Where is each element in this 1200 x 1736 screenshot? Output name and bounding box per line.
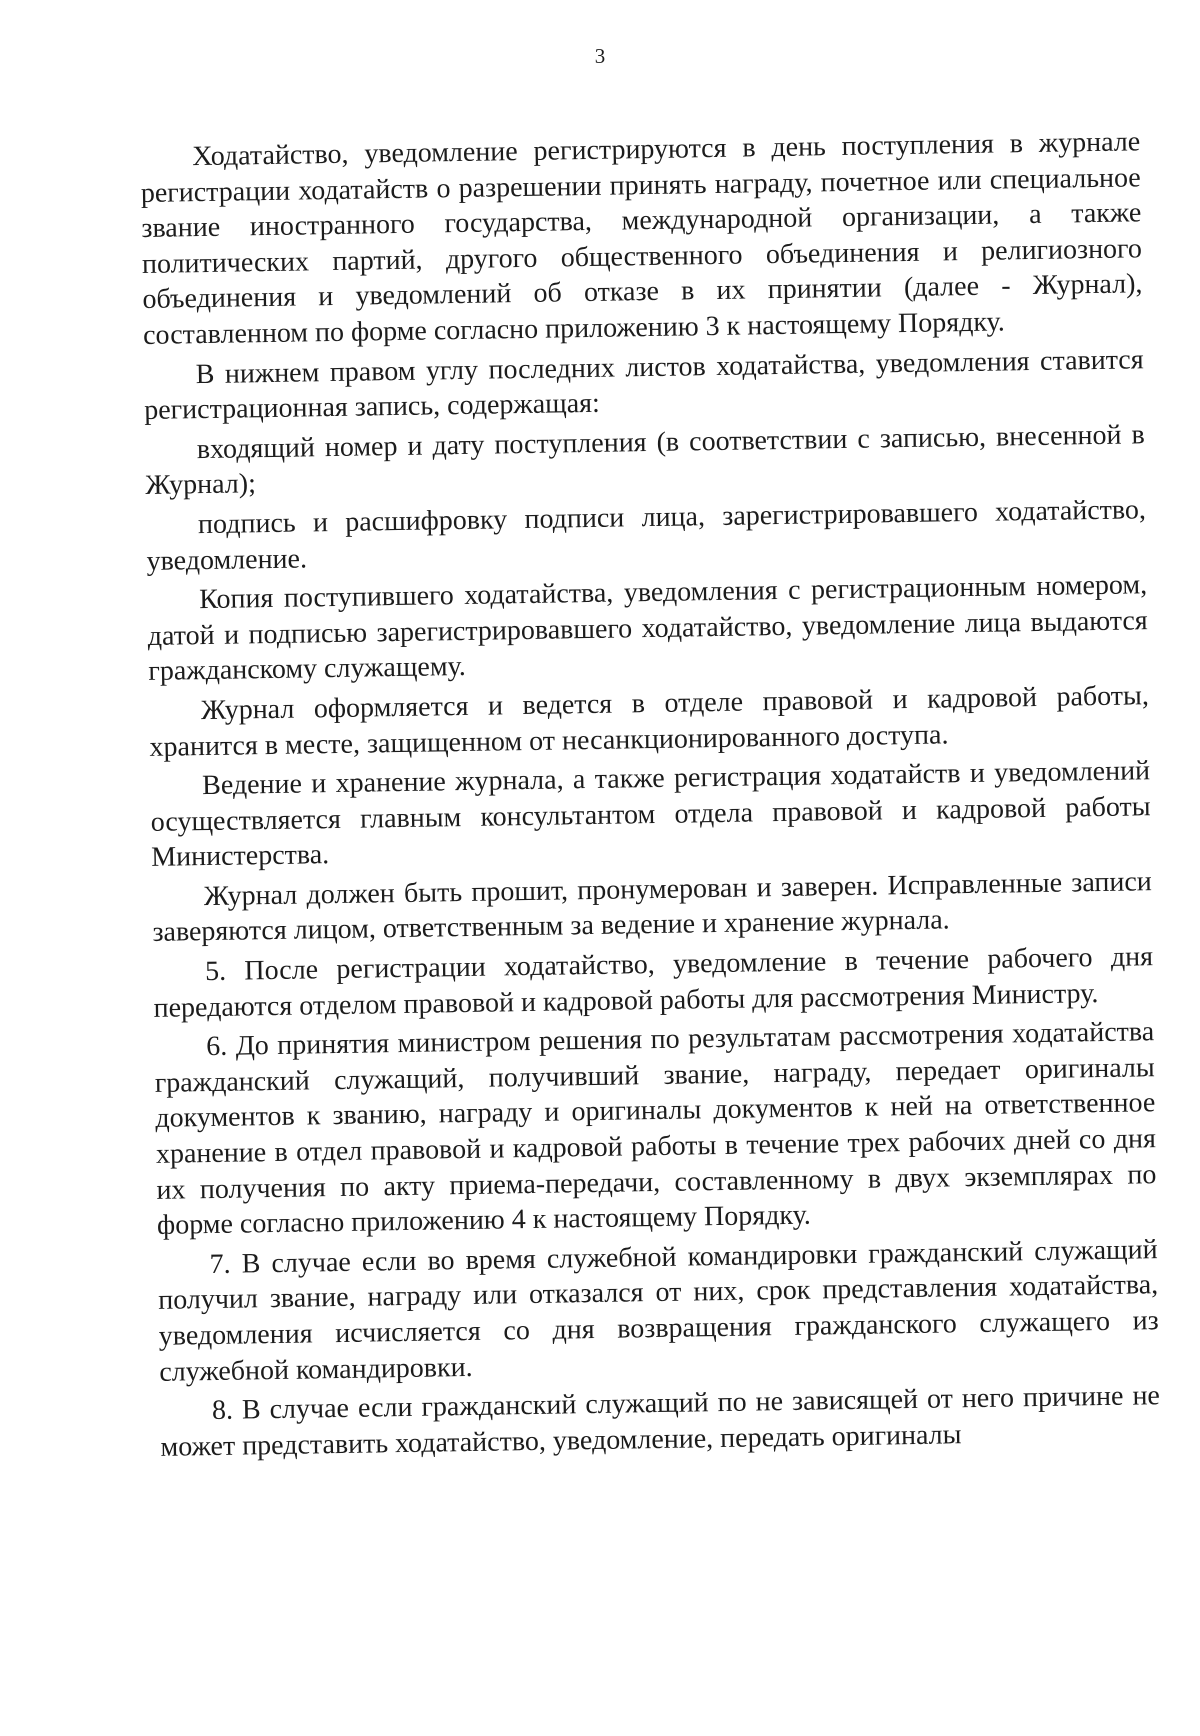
- paragraph-registration-mark: В нижнем правом углу последних листов ходатайства, уведомления ставится регистрационная запись, содержащая:: [144, 343, 1144, 427]
- paragraph-signature: подпись и расшифровку подписи лица, зарегистрировавшего ходатайство, уведомление.: [146, 494, 1147, 577]
- paragraph-item-7: 7. В случае если во время служебной командировки гражданский служащий получил звание, награду или отказался от них, срок представления ходатайства, уведомления исчисляется со дня возвращения гражданского служащего из служебной командировки.: [157, 1233, 1159, 1388]
- document-body: [140, 124, 1161, 1469]
- paragraph-incoming-number: входящий номер и дату поступления (в соответствии с записью, внесенной в Журнал);: [145, 419, 1145, 502]
- paragraph-item-6: 6. До принятия министром решения по результатам рассмотрения ходатайства гражданский служащий, получивший звание, награду, передает оригиналы документов к званию, награду и оригиналы документов к ней на ответственное хранение в отдел правовой и кадровой работы в течение трех рабочих дней со дня их получения по акту приема-передачи, составленному в двух экземплярах по форме согласно приложению 4 к настоящему Порядку.: [154, 1016, 1157, 1242]
- paragraph-registration: Ходатайство, уведомление регистрируются в день поступления в журнале регистрации ходатайств о разрешении принять награду, почетное или специальное звание иностранного государства, международной организации, а также политических партий, другого общественного объединения и религиозного объединения и уведомлений об отказе в их принятии (далее - Журнал), составленном по форме согласно приложению 3 к настоящему Порядку.: [140, 126, 1143, 351]
- paragraph-journal-binding: Журнал должен быть прошит, пронумерован и заверен. Исправленные записи заверяются лицом, ответственным за ведение и хранение журнала.: [152, 866, 1153, 949]
- paragraph-item-5: 5. После регистрации ходатайство, уведомление в течение рабочего дня передаются отделом правовой и кадровой работы для рассмотрения Министру.: [153, 941, 1154, 1024]
- paragraph-copy: Копия поступившего ходатайства, уведомления с регистрационным номером, датой и подписью зарегистрировавшего ходатайство, уведомление лица выдаются гражданскому служащему.: [147, 569, 1148, 688]
- paragraph-journal-responsible: Ведение и хранение журнала, а также регистрация ходатайств и уведомлений осуществляется главным консультантом отдела правовой и кадровой работы Министерства.: [150, 755, 1151, 874]
- paragraph-item-8: 8. В случае если гражданский служащий по не зависящей от него причине не может представить ходатайство, уведомление, передать оригиналы: [160, 1380, 1161, 1463]
- page-number: 3: [594, 44, 606, 68]
- paragraph-journal-keeping: Журнал оформляется и ведется в отделе правовой и кадровой работы, хранится в месте, защищенном от несанкционированного доступа.: [149, 680, 1150, 763]
